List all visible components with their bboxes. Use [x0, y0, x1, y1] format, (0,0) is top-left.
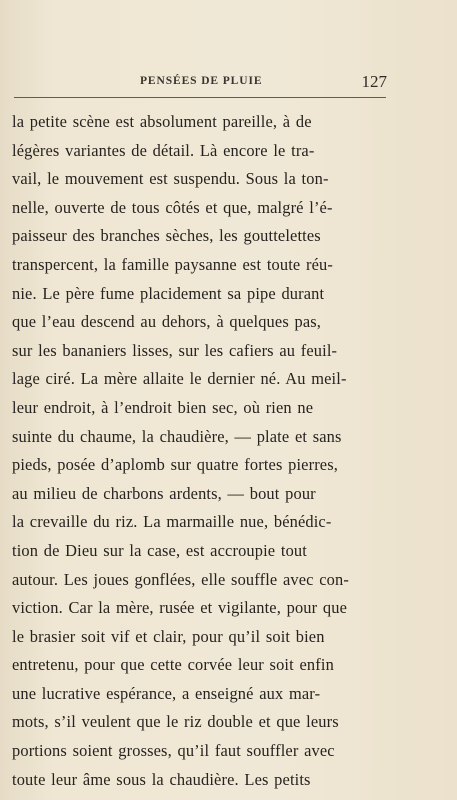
text-line-content: tion de Dieu sur la case, est accroupie tout	[12, 540, 307, 560]
text-line-content: la petite scène est absolument pareille, à de	[12, 112, 312, 131]
text-line	[12, 737, 390, 766]
text-line	[12, 594, 390, 623]
text-line-content: paisseur des branches sèches, les gouttelettes	[12, 226, 321, 246]
text-line-content: portions soient grosses, qu’il faut souffler avec	[12, 741, 335, 761]
text-line	[12, 680, 390, 709]
text-line	[12, 394, 390, 423]
text-line-content: le brasier soit vif et clair, pour qu’il soit bien	[12, 626, 325, 646]
text-line-content: toute leur âme sous la chaudière. Les petits	[12, 769, 311, 789]
text-line-content: suinte du chaume, la chaudière, — plate et sans	[12, 426, 342, 446]
text-line	[12, 337, 390, 366]
text-line	[12, 651, 390, 680]
text-line-content: la crevaille du riz. La marmaille nue, bénédic-	[12, 512, 332, 532]
text-line-content: sur les bananiers lisses, sur les cafiers au feuil-	[12, 340, 338, 360]
text-line	[12, 708, 390, 737]
text-line	[12, 137, 390, 166]
text-line-content: pieds, posée d’aplomb sur quatre fortes pierres,	[12, 455, 339, 475]
page-number: 127	[361, 72, 387, 91]
text-line	[12, 308, 390, 337]
text-line	[12, 480, 390, 509]
running-title: PENSÉES DE PLUIE	[140, 75, 263, 87]
text-line	[12, 251, 390, 280]
text-line-content: leur endroit, à l’endroit bien sec, où rien ne	[12, 397, 314, 417]
running-head	[0, 73, 457, 95]
text-line	[12, 423, 390, 452]
text-line	[12, 165, 390, 194]
text-line-content: que l’eau descend au dehors, à quelques pas,	[12, 312, 322, 332]
text-line	[12, 508, 390, 537]
text-line-content: transpercent, la famille paysanne est toute réu-	[12, 254, 333, 274]
body-text	[12, 108, 390, 794]
text-line-content: entretenu, pour que cette corvée leur soit enfin	[12, 655, 334, 675]
text-line-content: vail, le mouvement est suspendu. Sous la ton-	[12, 169, 329, 189]
text-line	[12, 108, 390, 137]
text-line	[12, 365, 390, 394]
text-line	[12, 194, 390, 223]
text-line	[12, 623, 390, 652]
text-line	[12, 537, 390, 566]
text-line	[12, 566, 390, 595]
text-line-content: nelle, ouverte de tous côtés et que, malgré l’é-	[12, 197, 333, 217]
text-line	[12, 766, 390, 795]
text-line	[12, 222, 390, 251]
text-line-content: légères variantes de détail. Là encore le tra-	[12, 140, 315, 160]
text-line-content: autour. Les joues gonflées, elle souffle avec con-	[12, 569, 349, 589]
text-line-content: nie. Le père fume placidement sa pipe durant	[12, 283, 325, 303]
text-line-content: viction. Car la mère, rusée et vigilante, pour que	[12, 598, 348, 618]
header-rule	[14, 97, 386, 98]
text-line-content: une lucrative espérance, a enseigné aux mar-	[12, 683, 321, 703]
text-line-content: mots, s’il veulent que le riz double et que leurs	[12, 712, 339, 732]
text-line-content: au milieu de charbons ardents, — bout pour	[12, 483, 316, 503]
text-line-content: lage ciré. La mère allaite le dernier né. Au meil-	[12, 369, 347, 389]
text-line	[12, 451, 390, 480]
text-line	[12, 280, 390, 309]
